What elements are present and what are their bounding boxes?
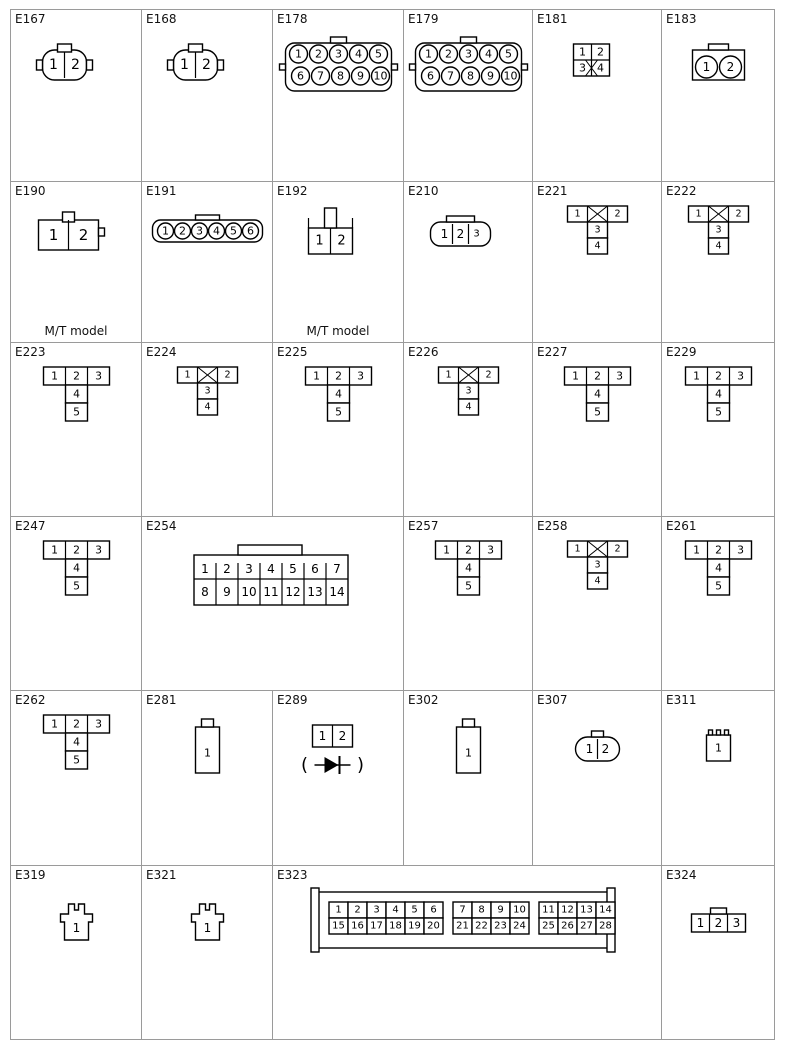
connector-diagram xyxy=(662,691,775,866)
connector-diagram xyxy=(533,182,662,343)
connector-cell-e321 xyxy=(142,866,273,1040)
pin-number: 4 xyxy=(715,561,722,575)
pin-number: 1 xyxy=(715,741,722,755)
connector-id: E190 xyxy=(15,184,46,198)
pin-number: 2 xyxy=(714,916,723,930)
connector-diagram xyxy=(11,866,142,1040)
connector-cell-e311 xyxy=(662,691,775,866)
pin-number: 5 xyxy=(715,579,722,593)
model-note: M/T model xyxy=(44,324,108,338)
side-lug xyxy=(522,64,528,70)
pin-number: 20 xyxy=(427,920,440,932)
connector-diagram xyxy=(142,691,273,866)
pin-number: 2 xyxy=(335,369,342,383)
connector-cell-e192 xyxy=(273,182,404,343)
connector-cell-e247 xyxy=(11,517,142,691)
pin-number: 6 xyxy=(427,69,434,83)
connector-cell-e190 xyxy=(11,182,142,343)
connector-diagram xyxy=(142,10,273,182)
pin-number: 1 xyxy=(313,369,320,383)
pin-number: 9 xyxy=(487,69,494,83)
connector-id: E192 xyxy=(277,184,308,198)
pin-number: 2 xyxy=(354,904,361,916)
pin-number: 2 xyxy=(715,543,722,557)
connector-id: E323 xyxy=(277,868,308,882)
pin-number: 1 xyxy=(51,543,58,557)
connector-diagram xyxy=(404,182,533,343)
pin-number: 5 xyxy=(335,405,342,419)
latch-tab xyxy=(709,44,729,50)
pin-number: 2 xyxy=(614,208,621,220)
latch-tab xyxy=(447,216,475,222)
connector-diagram xyxy=(11,182,142,343)
pin-number: 25 xyxy=(542,920,555,932)
connector-cell-e302 xyxy=(404,691,533,866)
connector-cell-e226 xyxy=(404,343,533,517)
pin-number: 3 xyxy=(715,224,722,236)
connector-cell-e224 xyxy=(142,343,273,517)
pin-number: 3 xyxy=(737,369,744,383)
pin-number: 5 xyxy=(594,405,601,419)
pin-number: 1 xyxy=(162,224,169,238)
connector-id: E229 xyxy=(666,345,697,359)
pin-number: 14 xyxy=(599,904,612,916)
connector-diagram xyxy=(662,182,775,343)
side-lug xyxy=(218,60,224,70)
pin-number: 5 xyxy=(289,562,297,576)
pin-number: 2 xyxy=(597,45,604,59)
pin-number: 9 xyxy=(357,69,364,83)
connector-cell-e319 xyxy=(11,866,142,1040)
pin-number: 7 xyxy=(317,69,324,83)
connector-diagram xyxy=(273,343,404,517)
pin-number: 14 xyxy=(329,585,345,599)
latch-tab xyxy=(189,44,203,52)
pin-number: 21 xyxy=(456,920,469,932)
connector-diagram xyxy=(662,866,775,1040)
pin-number: 13 xyxy=(580,904,593,916)
latch-tab xyxy=(238,545,302,555)
pin-number: 2 xyxy=(614,543,621,555)
connector-cell-e223 xyxy=(11,343,142,517)
pin-number: 3 xyxy=(465,47,472,61)
pin-number: 3 xyxy=(594,224,601,236)
pin-number: 8 xyxy=(201,585,209,599)
pin-number: 5 xyxy=(715,405,722,419)
pin-number: 2 xyxy=(445,47,452,61)
pin-number: 16 xyxy=(351,920,364,932)
pin-number: 1 xyxy=(445,369,452,381)
pin-number: 3 xyxy=(579,61,586,75)
connector-diagram xyxy=(11,343,142,517)
pin-number: 2 xyxy=(485,369,492,381)
pin-number: 4 xyxy=(715,240,722,252)
connector-id: E307 xyxy=(537,693,568,707)
pin-number: 5 xyxy=(73,579,80,593)
connector-diagram xyxy=(533,517,662,691)
pin-number: 1 xyxy=(51,717,58,731)
pin-number: 4 xyxy=(465,401,472,413)
pin-number: 7 xyxy=(447,69,454,83)
latch-tab xyxy=(463,719,475,727)
pin-number: 2 xyxy=(73,543,80,557)
pin-number: 4 xyxy=(355,47,362,61)
diode-bracket-right: ) xyxy=(356,754,365,776)
pin-number: 11 xyxy=(263,585,279,599)
pin-number: 2 xyxy=(726,60,735,74)
connector-cell-e307 xyxy=(533,691,662,866)
pin-number: 5 xyxy=(505,47,512,61)
connector-id: E224 xyxy=(146,345,177,359)
pin-number: 3 xyxy=(245,562,253,576)
pin-number: 1 xyxy=(184,369,191,381)
pin-number: 1 xyxy=(204,746,211,760)
connector-id: E167 xyxy=(15,12,46,26)
pin-number: 2 xyxy=(71,57,80,73)
pin-number: 1 xyxy=(585,742,594,756)
pin-number: 10 xyxy=(503,69,518,83)
connector-id: E247 xyxy=(15,519,46,533)
pin-number: 1 xyxy=(51,369,58,383)
pin-number: 4 xyxy=(485,47,492,61)
connector-id: E254 xyxy=(146,519,177,533)
pin-number: 4 xyxy=(465,561,472,575)
connector-diagram xyxy=(142,866,273,1040)
connector-id: E225 xyxy=(277,345,308,359)
pin-number: 12 xyxy=(285,585,301,599)
latch-tab xyxy=(196,215,220,220)
pin-number: 3 xyxy=(594,559,601,571)
pin-number: 1 xyxy=(693,369,700,383)
model-note: M/T model xyxy=(306,324,370,338)
connector-cell-e179 xyxy=(404,10,533,182)
connector-id: E281 xyxy=(146,693,177,707)
pin-number: 3 xyxy=(95,369,102,383)
pin-number: 7 xyxy=(459,904,466,916)
connector-cell-e181 xyxy=(533,10,662,182)
pin-number: 4 xyxy=(73,561,80,575)
pin-number: 5 xyxy=(73,405,80,419)
pin-number: 8 xyxy=(337,69,344,83)
connector-id: E321 xyxy=(146,868,177,882)
connector-id: E179 xyxy=(408,12,439,26)
pin-number: 1 xyxy=(702,60,711,74)
end-bracket xyxy=(311,888,319,952)
pin-number: 2 xyxy=(338,729,347,743)
connector-diagram xyxy=(273,182,404,343)
pin-number: 23 xyxy=(494,920,507,932)
connector-cell-e323 xyxy=(273,866,662,1040)
connector-cell-e178 xyxy=(273,10,404,182)
pin-number: 5 xyxy=(230,224,237,238)
connector-cell-e254 xyxy=(142,517,404,691)
pin-number: 1 xyxy=(574,543,581,555)
connector-cell-e183 xyxy=(662,10,775,182)
latch-tab xyxy=(58,44,72,52)
connector-cell-e222 xyxy=(662,182,775,343)
connector-cell-e281 xyxy=(142,691,273,866)
pin-number: 19 xyxy=(408,920,421,932)
pin-number: 9 xyxy=(497,904,504,916)
pin-number: 1 xyxy=(49,57,58,73)
pin-number: 5 xyxy=(465,579,472,593)
connector-id: E319 xyxy=(15,868,46,882)
pin-number: 1 xyxy=(180,57,189,73)
pin-number: 4 xyxy=(335,387,342,401)
connector-cell-e221 xyxy=(533,182,662,343)
pin-number: 3 xyxy=(465,385,472,397)
pin-number: 3 xyxy=(95,717,102,731)
pin-number: 3 xyxy=(204,385,211,397)
connector-id: E181 xyxy=(537,12,568,26)
grid-top-border xyxy=(10,9,775,10)
pin-number: 9 xyxy=(223,585,231,599)
pin-number: 2 xyxy=(735,208,742,220)
connector-id: E289 xyxy=(277,693,308,707)
pin-number: 1 xyxy=(72,921,81,935)
connector-diagram xyxy=(662,10,775,182)
pin-number: 8 xyxy=(467,69,474,83)
grid-left-border xyxy=(10,10,11,1040)
pin-number: 10 xyxy=(373,69,388,83)
pin-number: 2 xyxy=(224,369,231,381)
connector-cell-e227 xyxy=(533,343,662,517)
pin-number: 1 xyxy=(335,904,342,916)
pin-number: 4 xyxy=(392,904,399,916)
pin-number: 3 xyxy=(373,904,380,916)
latch-tab xyxy=(592,731,604,737)
pin-number: 3 xyxy=(196,224,203,238)
pin-number: 2 xyxy=(73,717,80,731)
pin-number: 6 xyxy=(297,69,304,83)
pin-number: 12 xyxy=(561,904,574,916)
latch-tab xyxy=(717,730,721,735)
connector-diagram xyxy=(11,517,142,691)
connector-cell-e168 xyxy=(142,10,273,182)
side-lug xyxy=(87,60,93,70)
pin-number: 4 xyxy=(267,562,275,576)
latch-tab xyxy=(331,37,347,43)
pin-number: 2 xyxy=(594,369,601,383)
connector-cell-e258 xyxy=(533,517,662,691)
pin-number: 3 xyxy=(616,369,623,383)
connector-diagram xyxy=(533,10,662,182)
connector-id: E221 xyxy=(537,184,568,198)
pin-number: 27 xyxy=(580,920,593,932)
connector-cell-e257 xyxy=(404,517,533,691)
pin-number: 2 xyxy=(179,224,186,238)
connector-id: E261 xyxy=(666,519,697,533)
pin-number: 1 xyxy=(693,543,700,557)
pin-number: 3 xyxy=(487,543,494,557)
connector-id: E302 xyxy=(408,693,439,707)
pin-number: 1 xyxy=(315,233,324,249)
connector-diagram xyxy=(662,343,775,517)
connector-diagram xyxy=(404,10,533,182)
pin-number: 6 xyxy=(247,224,254,238)
pin-number: 2 xyxy=(465,543,472,557)
connector-cell-e229 xyxy=(662,343,775,517)
connector-cell-e210 xyxy=(404,182,533,343)
side-lug xyxy=(392,64,398,70)
pin-number: 5 xyxy=(411,904,418,916)
latch-tab xyxy=(725,730,729,735)
pin-number: 24 xyxy=(513,920,526,932)
pin-number: 4 xyxy=(715,387,722,401)
connector-cell-e289 xyxy=(273,691,404,866)
connector-id: E222 xyxy=(666,184,697,198)
pin-number: 4 xyxy=(594,575,601,587)
side-lug xyxy=(99,228,105,236)
pin-number: 10 xyxy=(513,904,526,916)
connector-diagram xyxy=(533,343,662,517)
connector-id: E191 xyxy=(146,184,177,198)
connector-id: E168 xyxy=(146,12,177,26)
connector-diagram xyxy=(142,517,404,691)
pin-number: 1 xyxy=(465,746,472,760)
connector-diagram xyxy=(273,691,404,866)
pin-number: 4 xyxy=(597,61,604,75)
pin-number: 2 xyxy=(73,369,80,383)
pin-number: 3 xyxy=(335,47,342,61)
pin-number: 3 xyxy=(737,543,744,557)
pin-number: 5 xyxy=(73,753,80,767)
pin-number: 3 xyxy=(95,543,102,557)
pin-number: 15 xyxy=(332,920,345,932)
connector-cell-e167 xyxy=(11,10,142,182)
pin-number: 1 xyxy=(203,921,212,935)
connector-diagram xyxy=(662,517,775,691)
pin-number: 3 xyxy=(473,228,480,240)
connector-id: E227 xyxy=(537,345,568,359)
connector-diagram xyxy=(404,343,533,517)
latch-tab xyxy=(202,719,214,727)
connector-id: E324 xyxy=(666,868,697,882)
connector-diagram xyxy=(142,182,273,343)
pin-number: 5 xyxy=(375,47,382,61)
diode-bracket-left: ( xyxy=(300,754,309,776)
connector-diagram xyxy=(11,10,142,182)
latch-tab xyxy=(709,730,713,735)
pin-number: 2 xyxy=(337,233,346,249)
pin-number: 7 xyxy=(333,562,341,576)
pin-number: 1 xyxy=(48,226,59,244)
connector-id: E223 xyxy=(15,345,46,359)
pin-number: 4 xyxy=(594,387,601,401)
pin-number: 1 xyxy=(696,916,705,930)
latch-tab xyxy=(325,208,337,228)
pin-number: 3 xyxy=(732,916,741,930)
pin-number: 10 xyxy=(241,585,257,599)
pin-number: 2 xyxy=(715,369,722,383)
pin-number: 4 xyxy=(73,735,80,749)
connector-diagram xyxy=(404,691,533,866)
pin-number: 2 xyxy=(223,562,231,576)
connector-diagram xyxy=(273,866,662,1040)
pin-number: 1 xyxy=(440,227,449,241)
pin-number: 13 xyxy=(307,585,323,599)
side-lug xyxy=(410,64,416,70)
connector-id: E183 xyxy=(666,12,697,26)
connector-cell-e262 xyxy=(11,691,142,866)
pin-number: 8 xyxy=(478,904,485,916)
connector-id: E257 xyxy=(408,519,439,533)
pin-number: 4 xyxy=(213,224,220,238)
pin-number: 4 xyxy=(594,240,601,252)
pin-number: 4 xyxy=(204,401,211,413)
connector-id: E178 xyxy=(277,12,308,26)
connector-cell-e261 xyxy=(662,517,775,691)
pin-number: 2 xyxy=(202,57,211,73)
pin-number: 28 xyxy=(599,920,612,932)
pin-number: 2 xyxy=(456,227,465,241)
pin-number: 6 xyxy=(430,904,437,916)
pin-number: 1 xyxy=(295,47,302,61)
pin-number: 4 xyxy=(73,387,80,401)
connector-id: E262 xyxy=(15,693,46,707)
pin-number: 3 xyxy=(357,369,364,383)
pin-number: 1 xyxy=(572,369,579,383)
side-lug xyxy=(280,64,286,70)
pin-number: 11 xyxy=(542,904,555,916)
pin-number: 2 xyxy=(315,47,322,61)
pin-number: 17 xyxy=(370,920,383,932)
connector-diagram xyxy=(404,517,533,691)
pin-number: 1 xyxy=(201,562,209,576)
pin-number: 22 xyxy=(475,920,488,932)
connector-id: E210 xyxy=(408,184,439,198)
pin-number: 1 xyxy=(695,208,702,220)
pin-number: 1 xyxy=(425,47,432,61)
side-lug xyxy=(168,60,174,70)
pin-number: 6 xyxy=(311,562,319,576)
connector-cell-e191 xyxy=(142,182,273,343)
connector-id: E258 xyxy=(537,519,568,533)
pin-number: 1 xyxy=(574,208,581,220)
connector-id: E226 xyxy=(408,345,439,359)
pin-number: 1 xyxy=(579,45,586,59)
connector-cell-e324 xyxy=(662,866,775,1040)
connector-cell-e225 xyxy=(273,343,404,517)
connector-diagram xyxy=(273,10,404,182)
latch-tab xyxy=(711,908,727,914)
pin-number: 2 xyxy=(78,226,89,244)
side-lug xyxy=(37,60,43,70)
connector-diagram xyxy=(11,691,142,866)
pin-number: 18 xyxy=(389,920,402,932)
pin-number: 1 xyxy=(443,543,450,557)
pin-number: 2 xyxy=(601,742,610,756)
latch-tab xyxy=(461,37,477,43)
connector-diagram xyxy=(533,691,662,866)
pin-number: 1 xyxy=(318,729,327,743)
connector-diagram xyxy=(142,343,273,517)
connector-id: E311 xyxy=(666,693,697,707)
pin-number: 26 xyxy=(561,920,574,932)
